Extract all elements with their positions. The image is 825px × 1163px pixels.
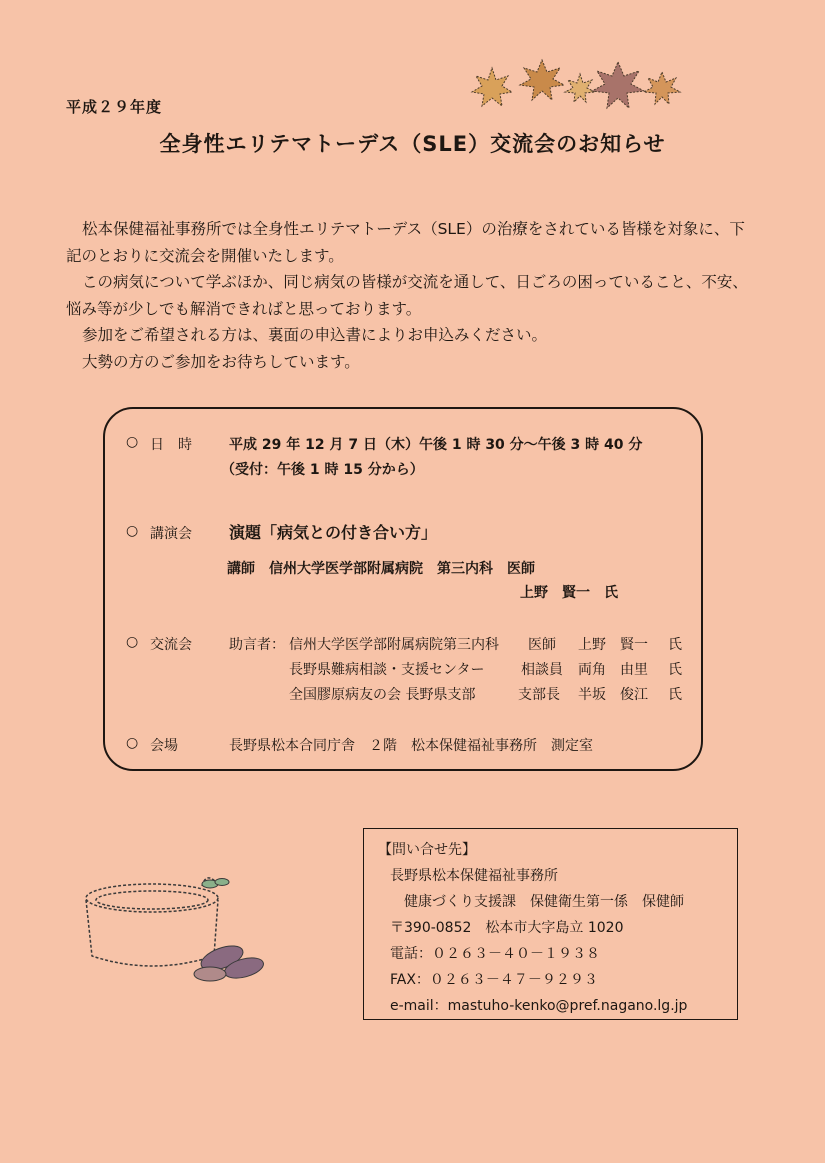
advisor-org: 全国膠原病友の会 長野県支部 (289, 687, 476, 703)
datetime-label: 日 時 (150, 437, 192, 453)
advisors-label: 助言者： (229, 637, 285, 653)
speaker-name: 上野 賢一 氏 (520, 585, 618, 601)
contact-heading: 【問い合せ先】 (378, 842, 476, 858)
page-title: 全身性エリテマトーデス（SLE）交流会のお知らせ (159, 132, 666, 156)
intro-paragraph: この病気について学ぶほか、同じ病気の皆様が交流を通して、日ごろの困っていること、不安、悩み等が少しでも解消できればと思っております。 (66, 273, 748, 318)
advisor-org: 信州大学医学部附属病院第三内科 (289, 637, 499, 653)
pot-illustration (82, 876, 272, 996)
maple-leaf-icon (472, 68, 512, 106)
vegetables-icon (194, 941, 266, 982)
contact-address: 〒390-0852 松本市大字島立 1020 (390, 920, 624, 936)
bullet-circle-icon: ○ (126, 735, 139, 751)
maple-leaf-icon (592, 62, 644, 108)
advisor-role: 相談員 (521, 662, 563, 678)
exchange-label: 交流会 (150, 637, 192, 653)
contact-fax: FAX：０２６３－４７－９２９３ (390, 972, 598, 988)
contact-phone: 電話：０２６３－４０－１９３８ (390, 946, 600, 962)
intro-paragraph: 参加をご希望される方は、裏面の申込書によりお申込みください。 (82, 326, 548, 344)
contact-info-box (363, 828, 738, 1020)
contact-section: 健康づくり支援課 保健衛生第一係 保健師 (404, 894, 684, 910)
datetime-value: 平成 29 年 12 月 7 日（木）午後 1 時 30 分～午後 3 時 40 分 (229, 437, 643, 453)
advisor-name: 上野 賢一 (578, 637, 648, 653)
intro-paragraph: 大勢の方のご参加をお待ちしています。 (82, 352, 360, 371)
advisor-honorific: 氏 (668, 687, 682, 703)
maple-leaves-illustration (462, 56, 692, 120)
advisor-name: 両角 由里 (578, 662, 648, 678)
maple-leaf-icon (644, 72, 680, 104)
advisor-role: 支部長 (518, 687, 560, 703)
intro-text (66, 216, 756, 375)
bullet-circle-icon: ○ (126, 523, 139, 539)
speaker-title: 講師 信州大学医学部附属病院 第三内科 医師 (227, 561, 535, 577)
fiscal-year-label: 平成２９年度 (66, 98, 163, 116)
contact-office: 長野県松本保健福祉事務所 (390, 868, 558, 884)
maple-leaf-icon (520, 60, 564, 100)
advisor-org: 長野県難病相談・支援センター (289, 662, 485, 678)
reception-time: （受付：午後 1 時 15 分から） (221, 462, 424, 478)
advisor-name: 半坂 俊江 (578, 687, 648, 703)
intro-paragraph: 松本保健福祉事務所では全身性エリテマトーデス（SLE）の治療をされている皆様を対象に、下記のとおりに交流会を開催いたします。 (66, 220, 745, 265)
maple-leaf-icon (565, 74, 595, 102)
advisor-honorific: 氏 (668, 637, 682, 653)
bullet-circle-icon: ○ (126, 634, 139, 650)
leaf-icon (202, 879, 229, 889)
venue-value: 長野県松本合同庁舎 ２階 松本保健福祉事務所 測定室 (229, 738, 593, 754)
lecture-topic: 演題「病気との付き合い方」 (229, 523, 438, 542)
contact-email[interactable]: e-mail：mastuho-kenko@pref.nagano.lg.jp (390, 998, 688, 1014)
advisor-honorific: 氏 (668, 662, 682, 678)
bullet-circle-icon: ○ (126, 434, 139, 450)
advisor-role: 医師 (528, 637, 556, 653)
lecture-label: 講演会 (150, 526, 192, 542)
venue-label: 会場 (150, 738, 178, 754)
